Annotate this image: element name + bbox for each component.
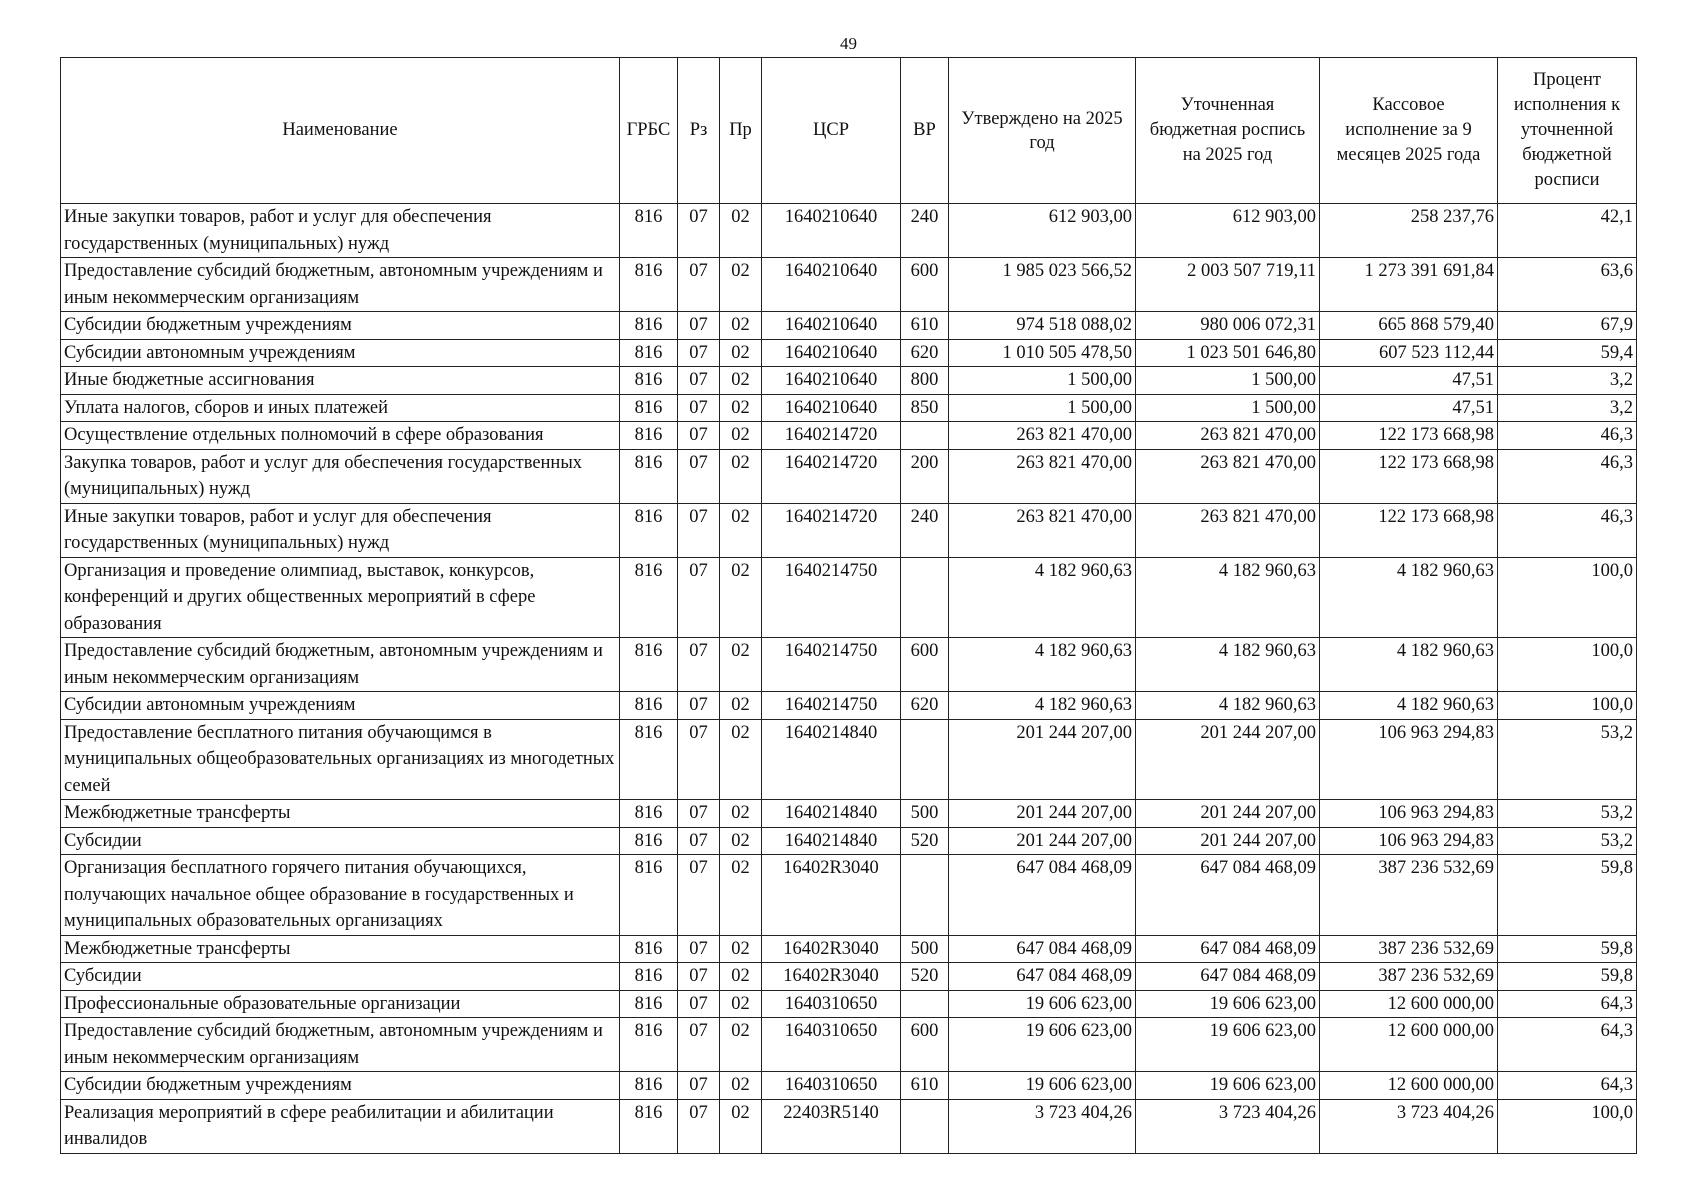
cell-rz: 07 bbox=[678, 935, 720, 963]
cell-csr: 1640310650 bbox=[762, 990, 901, 1018]
cell-refined: 201 244 207,00 bbox=[1136, 800, 1320, 828]
table-row bbox=[61, 855, 1637, 936]
cell-name: Субсидии автономным учреждениям bbox=[61, 692, 620, 720]
cell-pr: 02 bbox=[720, 1099, 762, 1153]
cell-csr: 1640310650 bbox=[762, 1018, 901, 1072]
cell-pr: 02 bbox=[720, 719, 762, 800]
cell-rz: 07 bbox=[678, 339, 720, 367]
cell-csr: 1640214750 bbox=[762, 638, 901, 692]
cell-name: Субсидии автономным учреждениям bbox=[61, 339, 620, 367]
cell-approved: 647 084 468,09 bbox=[949, 935, 1136, 963]
column-header-rz: Рз bbox=[678, 58, 720, 204]
cell-grbs: 816 bbox=[620, 719, 678, 800]
cell-pr: 02 bbox=[720, 367, 762, 395]
column-header-percent: Процент исполнения к уточненной бюджетной росписи bbox=[1498, 58, 1637, 204]
cell-rz: 07 bbox=[678, 449, 720, 503]
table-header-row bbox=[61, 58, 1637, 204]
cell-csr: 1640214720 bbox=[762, 449, 901, 503]
cell-rz: 07 bbox=[678, 422, 720, 450]
cell-name: Иные закупки товаров, работ и услуг для обеспечения государственных (муниципальных) нужд bbox=[61, 503, 620, 557]
cell-rz: 07 bbox=[678, 258, 720, 312]
cell-vr bbox=[901, 990, 949, 1018]
column-header-refined: Уточненная бюджетная роспись на 2025 год bbox=[1136, 58, 1320, 204]
cell-pr: 02 bbox=[720, 312, 762, 340]
cell-vr: 240 bbox=[901, 204, 949, 258]
cell-cash: 106 963 294,83 bbox=[1320, 800, 1498, 828]
cell-pr: 02 bbox=[720, 692, 762, 720]
cell-rz: 07 bbox=[678, 312, 720, 340]
cell-percent: 59,8 bbox=[1498, 935, 1637, 963]
cell-name: Предоставление субсидий бюджетным, автономным учреждениям и иным некоммерческим организациям bbox=[61, 258, 620, 312]
cell-approved: 263 821 470,00 bbox=[949, 503, 1136, 557]
cell-pr: 02 bbox=[720, 800, 762, 828]
table-row bbox=[61, 1018, 1637, 1072]
cell-approved: 201 244 207,00 bbox=[949, 827, 1136, 855]
cell-refined: 980 006 072,31 bbox=[1136, 312, 1320, 340]
cell-approved: 647 084 468,09 bbox=[949, 963, 1136, 991]
cell-name: Субсидии bbox=[61, 827, 620, 855]
table-row bbox=[61, 990, 1637, 1018]
table-row bbox=[61, 258, 1637, 312]
column-header-name: Наименование bbox=[61, 58, 620, 204]
cell-rz: 07 bbox=[678, 367, 720, 395]
cell-pr: 02 bbox=[720, 638, 762, 692]
cell-refined: 1 500,00 bbox=[1136, 367, 1320, 395]
cell-vr: 600 bbox=[901, 638, 949, 692]
cell-cash: 4 182 960,63 bbox=[1320, 692, 1498, 720]
cell-percent: 42,1 bbox=[1498, 204, 1637, 258]
cell-name: Организация и проведение олимпиад, выставок, конкурсов, конференций и других общественных мероприятий в сфере образования bbox=[61, 557, 620, 638]
cell-csr: 1640214840 bbox=[762, 827, 901, 855]
cell-cash: 258 237,76 bbox=[1320, 204, 1498, 258]
cell-approved: 4 182 960,63 bbox=[949, 692, 1136, 720]
cell-name: Организация бесплатного горячего питания обучающихся, получающих начальное общее образование в государственных и муниципальных образовательных организациях bbox=[61, 855, 620, 936]
cell-grbs: 816 bbox=[620, 449, 678, 503]
cell-vr bbox=[901, 1099, 949, 1153]
column-header-pr: Пр bbox=[720, 58, 762, 204]
cell-refined: 19 606 623,00 bbox=[1136, 1018, 1320, 1072]
cell-refined: 647 084 468,09 bbox=[1136, 935, 1320, 963]
budget-execution-table bbox=[60, 57, 1637, 1154]
cell-refined: 647 084 468,09 bbox=[1136, 855, 1320, 936]
cell-approved: 4 182 960,63 bbox=[949, 638, 1136, 692]
cell-pr: 02 bbox=[720, 449, 762, 503]
table-row bbox=[61, 638, 1637, 692]
cell-refined: 647 084 468,09 bbox=[1136, 963, 1320, 991]
cell-cash: 122 173 668,98 bbox=[1320, 503, 1498, 557]
cell-approved: 201 244 207,00 bbox=[949, 719, 1136, 800]
cell-rz: 07 bbox=[678, 692, 720, 720]
cell-csr: 1640210640 bbox=[762, 394, 901, 422]
cell-grbs: 816 bbox=[620, 1099, 678, 1153]
cell-vr bbox=[901, 422, 949, 450]
cell-grbs: 816 bbox=[620, 1072, 678, 1100]
cell-name: Предоставление субсидий бюджетным, автономным учреждениям и иным некоммерческим организациям bbox=[61, 638, 620, 692]
cell-approved: 19 606 623,00 bbox=[949, 1072, 1136, 1100]
cell-rz: 07 bbox=[678, 1018, 720, 1072]
cell-grbs: 816 bbox=[620, 394, 678, 422]
table-row bbox=[61, 719, 1637, 800]
cell-name: Субсидии bbox=[61, 963, 620, 991]
cell-csr: 16402R3040 bbox=[762, 855, 901, 936]
table-row bbox=[61, 557, 1637, 638]
cell-csr: 1640214720 bbox=[762, 503, 901, 557]
cell-grbs: 816 bbox=[620, 692, 678, 720]
table-row bbox=[61, 204, 1637, 258]
cell-refined: 1 500,00 bbox=[1136, 394, 1320, 422]
cell-grbs: 816 bbox=[620, 503, 678, 557]
cell-rz: 07 bbox=[678, 1072, 720, 1100]
cell-cash: 607 523 112,44 bbox=[1320, 339, 1498, 367]
cell-name: Иные закупки товаров, работ и услуг для обеспечения государственных (муниципальных) нужд bbox=[61, 204, 620, 258]
cell-grbs: 816 bbox=[620, 827, 678, 855]
cell-name: Иные бюджетные ассигнования bbox=[61, 367, 620, 395]
cell-rz: 07 bbox=[678, 557, 720, 638]
table-row bbox=[61, 935, 1637, 963]
cell-pr: 02 bbox=[720, 935, 762, 963]
table-row bbox=[61, 1072, 1637, 1100]
cell-rz: 07 bbox=[678, 638, 720, 692]
cell-cash: 4 182 960,63 bbox=[1320, 638, 1498, 692]
cell-name: Осуществление отдельных полномочий в сфере образования bbox=[61, 422, 620, 450]
cell-cash: 1 273 391 691,84 bbox=[1320, 258, 1498, 312]
cell-refined: 4 182 960,63 bbox=[1136, 692, 1320, 720]
cell-pr: 02 bbox=[720, 204, 762, 258]
cell-vr: 610 bbox=[901, 312, 949, 340]
cell-cash: 3 723 404,26 bbox=[1320, 1099, 1498, 1153]
cell-refined: 263 821 470,00 bbox=[1136, 449, 1320, 503]
cell-csr: 1640214720 bbox=[762, 422, 901, 450]
cell-vr: 620 bbox=[901, 692, 949, 720]
table-row bbox=[61, 449, 1637, 503]
cell-percent: 3,2 bbox=[1498, 367, 1637, 395]
cell-csr: 1640210640 bbox=[762, 312, 901, 340]
cell-vr: 500 bbox=[901, 800, 949, 828]
cell-csr: 16402R3040 bbox=[762, 963, 901, 991]
cell-grbs: 816 bbox=[620, 367, 678, 395]
cell-vr bbox=[901, 557, 949, 638]
cell-approved: 647 084 468,09 bbox=[949, 855, 1136, 936]
cell-csr: 1640214750 bbox=[762, 692, 901, 720]
cell-pr: 02 bbox=[720, 990, 762, 1018]
cell-approved: 1 500,00 bbox=[949, 367, 1136, 395]
cell-refined: 2 003 507 719,11 bbox=[1136, 258, 1320, 312]
cell-rz: 07 bbox=[678, 855, 720, 936]
cell-cash: 122 173 668,98 bbox=[1320, 449, 1498, 503]
cell-rz: 07 bbox=[678, 800, 720, 828]
cell-cash: 387 236 532,69 bbox=[1320, 963, 1498, 991]
cell-rz: 07 bbox=[678, 503, 720, 557]
cell-percent: 53,2 bbox=[1498, 827, 1637, 855]
cell-percent: 67,9 bbox=[1498, 312, 1637, 340]
cell-csr: 1640214840 bbox=[762, 719, 901, 800]
table-row bbox=[61, 339, 1637, 367]
cell-cash: 4 182 960,63 bbox=[1320, 557, 1498, 638]
cell-name: Субсидии бюджетным учреждениям bbox=[61, 1072, 620, 1100]
cell-cash: 665 868 579,40 bbox=[1320, 312, 1498, 340]
cell-approved: 263 821 470,00 bbox=[949, 422, 1136, 450]
cell-percent: 63,6 bbox=[1498, 258, 1637, 312]
cell-percent: 46,3 bbox=[1498, 503, 1637, 557]
cell-refined: 201 244 207,00 bbox=[1136, 827, 1320, 855]
cell-grbs: 816 bbox=[620, 557, 678, 638]
cell-vr: 600 bbox=[901, 258, 949, 312]
cell-vr: 620 bbox=[901, 339, 949, 367]
cell-grbs: 816 bbox=[620, 1018, 678, 1072]
cell-grbs: 816 bbox=[620, 800, 678, 828]
cell-pr: 02 bbox=[720, 258, 762, 312]
cell-pr: 02 bbox=[720, 1018, 762, 1072]
cell-vr bbox=[901, 719, 949, 800]
cell-vr: 240 bbox=[901, 503, 949, 557]
column-header-approved: Утверждено на 2025 год bbox=[949, 58, 1136, 204]
cell-rz: 07 bbox=[678, 394, 720, 422]
cell-percent: 46,3 bbox=[1498, 422, 1637, 450]
cell-rz: 07 bbox=[678, 1099, 720, 1153]
page-number: 49 bbox=[840, 34, 857, 53]
cell-rz: 07 bbox=[678, 963, 720, 991]
cell-percent: 59,8 bbox=[1498, 855, 1637, 936]
cell-percent: 3,2 bbox=[1498, 394, 1637, 422]
table-row bbox=[61, 367, 1637, 395]
cell-name: Профессиональные образовательные организации bbox=[61, 990, 620, 1018]
cell-vr: 850 bbox=[901, 394, 949, 422]
cell-cash: 47,51 bbox=[1320, 367, 1498, 395]
cell-approved: 19 606 623,00 bbox=[949, 1018, 1136, 1072]
cell-percent: 64,3 bbox=[1498, 990, 1637, 1018]
cell-grbs: 816 bbox=[620, 258, 678, 312]
cell-pr: 02 bbox=[720, 855, 762, 936]
cell-name: Уплата налогов, сборов и иных платежей bbox=[61, 394, 620, 422]
cell-csr: 1640214750 bbox=[762, 557, 901, 638]
cell-approved: 1 985 023 566,52 bbox=[949, 258, 1136, 312]
cell-pr: 02 bbox=[720, 557, 762, 638]
cell-vr: 610 bbox=[901, 1072, 949, 1100]
cell-pr: 02 bbox=[720, 422, 762, 450]
cell-approved: 1 500,00 bbox=[949, 394, 1136, 422]
cell-refined: 263 821 470,00 bbox=[1136, 503, 1320, 557]
cell-grbs: 816 bbox=[620, 339, 678, 367]
cell-percent: 100,0 bbox=[1498, 557, 1637, 638]
cell-grbs: 816 bbox=[620, 990, 678, 1018]
cell-grbs: 816 bbox=[620, 204, 678, 258]
cell-name: Предоставление субсидий бюджетным, автономным учреждениям и иным некоммерческим организациям bbox=[61, 1018, 620, 1072]
cell-vr: 200 bbox=[901, 449, 949, 503]
table-row bbox=[61, 422, 1637, 450]
cell-vr: 600 bbox=[901, 1018, 949, 1072]
table-row bbox=[61, 827, 1637, 855]
cell-name: Межбюджетные трансферты bbox=[61, 800, 620, 828]
cell-pr: 02 bbox=[720, 339, 762, 367]
cell-percent: 64,3 bbox=[1498, 1018, 1637, 1072]
cell-approved: 4 182 960,63 bbox=[949, 557, 1136, 638]
table-row bbox=[61, 1099, 1637, 1153]
cell-cash: 12 600 000,00 bbox=[1320, 990, 1498, 1018]
cell-refined: 19 606 623,00 bbox=[1136, 1072, 1320, 1100]
cell-percent: 100,0 bbox=[1498, 638, 1637, 692]
cell-percent: 100,0 bbox=[1498, 692, 1637, 720]
cell-pr: 02 bbox=[720, 394, 762, 422]
cell-cash: 47,51 bbox=[1320, 394, 1498, 422]
cell-vr: 500 bbox=[901, 935, 949, 963]
cell-approved: 1 010 505 478,50 bbox=[949, 339, 1136, 367]
cell-grbs: 816 bbox=[620, 422, 678, 450]
cell-refined: 3 723 404,26 bbox=[1136, 1099, 1320, 1153]
cell-vr: 800 bbox=[901, 367, 949, 395]
cell-approved: 974 518 088,02 bbox=[949, 312, 1136, 340]
cell-refined: 19 606 623,00 bbox=[1136, 990, 1320, 1018]
table-row bbox=[61, 394, 1637, 422]
cell-approved: 612 903,00 bbox=[949, 204, 1136, 258]
cell-percent: 64,3 bbox=[1498, 1072, 1637, 1100]
column-header-csr: ЦСР bbox=[762, 58, 901, 204]
column-header-vr: ВР bbox=[901, 58, 949, 204]
cell-percent: 59,4 bbox=[1498, 339, 1637, 367]
cell-csr: 1640210640 bbox=[762, 258, 901, 312]
cell-grbs: 816 bbox=[620, 855, 678, 936]
cell-pr: 02 bbox=[720, 503, 762, 557]
cell-name: Закупка товаров, работ и услуг для обеспечения государственных (муниципальных) нужд bbox=[61, 449, 620, 503]
cell-vr: 520 bbox=[901, 827, 949, 855]
cell-vr: 520 bbox=[901, 963, 949, 991]
cell-pr: 02 bbox=[720, 1072, 762, 1100]
cell-name: Субсидии бюджетным учреждениям bbox=[61, 312, 620, 340]
cell-rz: 07 bbox=[678, 204, 720, 258]
cell-rz: 07 bbox=[678, 719, 720, 800]
table-row bbox=[61, 800, 1637, 828]
cell-approved: 19 606 623,00 bbox=[949, 990, 1136, 1018]
table-row bbox=[61, 963, 1637, 991]
cell-name: Предоставление бесплатного питания обучающимся в муниципальных общеобразовательных организациях из многодетных семей bbox=[61, 719, 620, 800]
table-body bbox=[61, 204, 1637, 1154]
cell-csr: 16402R3040 bbox=[762, 935, 901, 963]
table-row bbox=[61, 692, 1637, 720]
cell-percent: 100,0 bbox=[1498, 1099, 1637, 1153]
cell-vr bbox=[901, 855, 949, 936]
cell-percent: 53,2 bbox=[1498, 719, 1637, 800]
cell-cash: 12 600 000,00 bbox=[1320, 1018, 1498, 1072]
cell-rz: 07 bbox=[678, 827, 720, 855]
cell-csr: 1640210640 bbox=[762, 367, 901, 395]
cell-approved: 263 821 470,00 bbox=[949, 449, 1136, 503]
cell-grbs: 816 bbox=[620, 935, 678, 963]
cell-approved: 201 244 207,00 bbox=[949, 800, 1136, 828]
cell-cash: 12 600 000,00 bbox=[1320, 1072, 1498, 1100]
cell-approved: 3 723 404,26 bbox=[949, 1099, 1136, 1153]
cell-csr: 1640214840 bbox=[762, 800, 901, 828]
cell-csr: 1640210640 bbox=[762, 204, 901, 258]
cell-name: Реализация мероприятий в сфере реабилитации и абилитации инвалидов bbox=[61, 1099, 620, 1153]
cell-refined: 612 903,00 bbox=[1136, 204, 1320, 258]
cell-csr: 1640310650 bbox=[762, 1072, 901, 1100]
cell-percent: 59,8 bbox=[1498, 963, 1637, 991]
column-header-cash: Кассовое исполнение за 9 месяцев 2025 года bbox=[1320, 58, 1498, 204]
cell-csr: 22403R5140 bbox=[762, 1099, 901, 1153]
cell-csr: 1640210640 bbox=[762, 339, 901, 367]
cell-refined: 4 182 960,63 bbox=[1136, 557, 1320, 638]
cell-refined: 263 821 470,00 bbox=[1136, 422, 1320, 450]
cell-refined: 4 182 960,63 bbox=[1136, 638, 1320, 692]
cell-percent: 46,3 bbox=[1498, 449, 1637, 503]
cell-refined: 201 244 207,00 bbox=[1136, 719, 1320, 800]
cell-pr: 02 bbox=[720, 827, 762, 855]
cell-cash: 387 236 532,69 bbox=[1320, 855, 1498, 936]
cell-grbs: 816 bbox=[620, 312, 678, 340]
cell-cash: 106 963 294,83 bbox=[1320, 719, 1498, 800]
cell-cash: 106 963 294,83 bbox=[1320, 827, 1498, 855]
table-row bbox=[61, 312, 1637, 340]
cell-grbs: 816 bbox=[620, 638, 678, 692]
cell-pr: 02 bbox=[720, 963, 762, 991]
table-row bbox=[61, 503, 1637, 557]
cell-cash: 122 173 668,98 bbox=[1320, 422, 1498, 450]
cell-cash: 387 236 532,69 bbox=[1320, 935, 1498, 963]
cell-rz: 07 bbox=[678, 990, 720, 1018]
cell-percent: 53,2 bbox=[1498, 800, 1637, 828]
cell-name: Межбюджетные трансферты bbox=[61, 935, 620, 963]
cell-grbs: 816 bbox=[620, 963, 678, 991]
column-header-grbs: ГРБС bbox=[620, 58, 678, 204]
cell-refined: 1 023 501 646,80 bbox=[1136, 339, 1320, 367]
